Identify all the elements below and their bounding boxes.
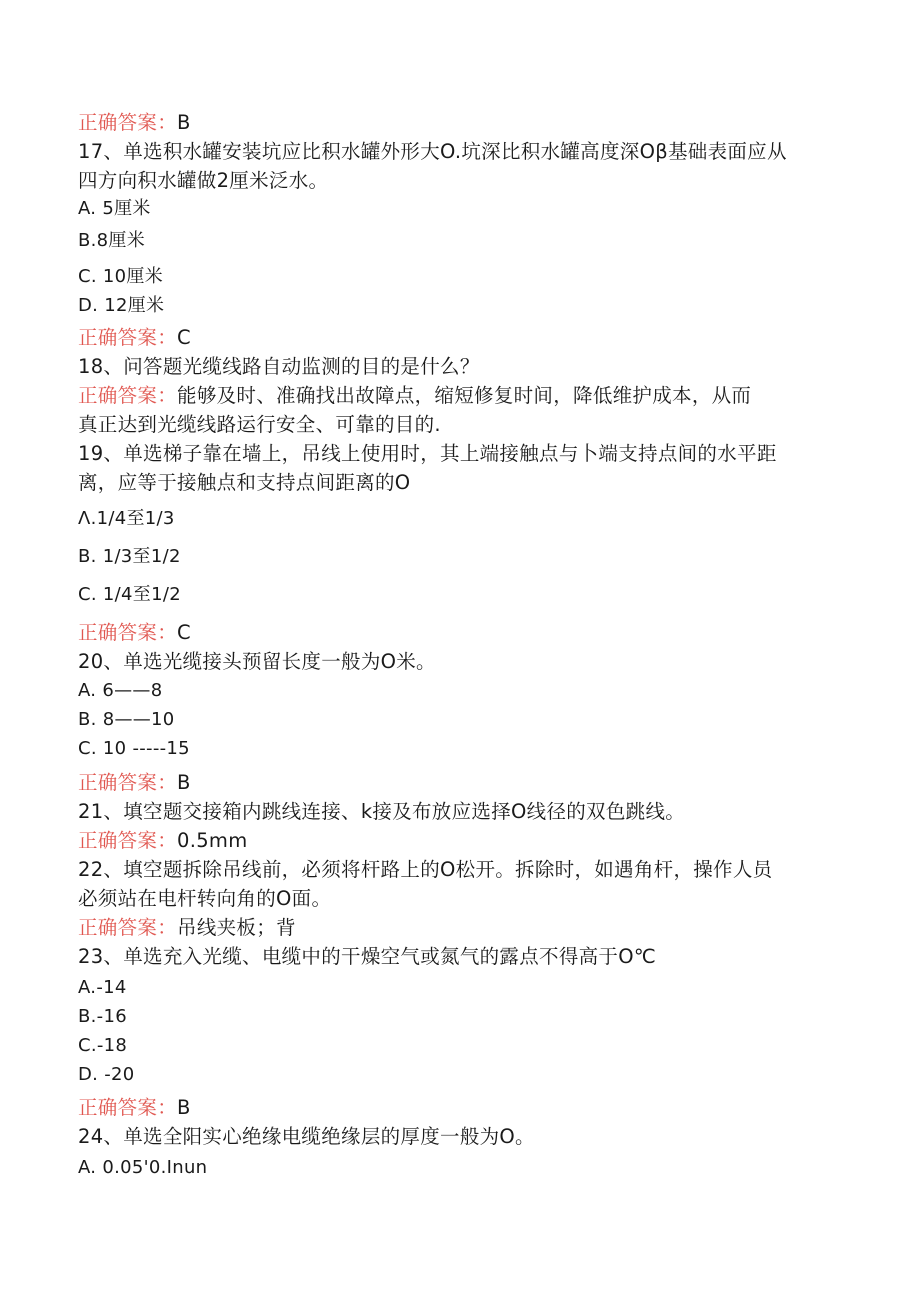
answer-line: 正确答案：C xyxy=(78,326,191,349)
option-line: C. 10厘米 xyxy=(78,266,164,287)
option-line: A. 0.05'0.Inun xyxy=(78,1157,208,1178)
option-line: D. -20 xyxy=(78,1064,135,1085)
option-line: B. 1/3至1/2 xyxy=(78,546,181,567)
question-18-line-1: 18、问答题光缆线路自动监测的目的是什么？ xyxy=(78,355,480,378)
option-line: A.-14 xyxy=(78,977,127,998)
option-line: D. 12厘米 xyxy=(78,295,165,316)
question-21-line-1: 21、填空题交接箱内跳线连接、k接及布放应选择O线径的双色跳线。 xyxy=(78,800,686,823)
option-line: C.-18 xyxy=(78,1035,128,1056)
question-24-line-1: 24、单选全阳实心绝缘电缆绝缘层的厚度一般为O。 xyxy=(78,1125,535,1148)
answer-continuation: 真正达到光缆线路运行安全、可靠的目的. xyxy=(78,413,441,436)
question-22-line-2: 必须站在电杆转向角的O面。 xyxy=(78,887,332,910)
question-23-line-1: 23、单选充入光缆、电缆中的干燥空气或氮气的露点不得高于O℃ xyxy=(78,945,657,968)
option-line: Λ.1/4至1/3 xyxy=(78,508,175,529)
option-line: B. 8——10 xyxy=(78,709,175,730)
answer-line: 正确答案：0.5mm xyxy=(78,829,248,852)
option-line: B.8厘米 xyxy=(78,230,146,251)
question-17-line-1: 17、单选积水罐安装坑应比积水罐外形大O.坑深比积水罐高度深Oβ基础表面应从 xyxy=(78,140,787,163)
question-17-line-2: 四方向积水罐做2厘米泛水。 xyxy=(78,169,329,192)
question-20-line-1: 20、单选光缆接头预留长度一般为O米。 xyxy=(78,650,436,673)
question-22-line-1: 22、填空题拆除吊线前，必须将杆路上的O松开。拆除时，如遇角杆，操作人员 xyxy=(78,858,773,881)
answer-line: 正确答案：C xyxy=(78,621,191,644)
answer-line: 正确答案：B xyxy=(78,111,191,134)
answer-line: 正确答案：能够及时、准确找出故障点，缩短修复时间，降低维护成本，从而 xyxy=(78,384,752,407)
option-line: A. 5厘米 xyxy=(78,198,151,219)
option-line: A. 6——8 xyxy=(78,680,163,701)
question-19-line-1: 19、单选梯子靠在墙上，吊线上使用时，其上端接触点与卜端支持点间的水平距 xyxy=(78,442,777,465)
answer-line: 正确答案：B xyxy=(78,771,191,794)
option-line: B.-16 xyxy=(78,1006,127,1027)
answer-line: 正确答案：B xyxy=(78,1096,191,1119)
question-19-line-2: 离，应等于接触点和支持点间距离的O xyxy=(78,471,411,494)
option-line: C. 1/4至1/2 xyxy=(78,584,181,605)
answer-line: 正确答案：吊线夹板；背 xyxy=(78,916,296,939)
option-line: C. 10 -----15 xyxy=(78,738,190,759)
